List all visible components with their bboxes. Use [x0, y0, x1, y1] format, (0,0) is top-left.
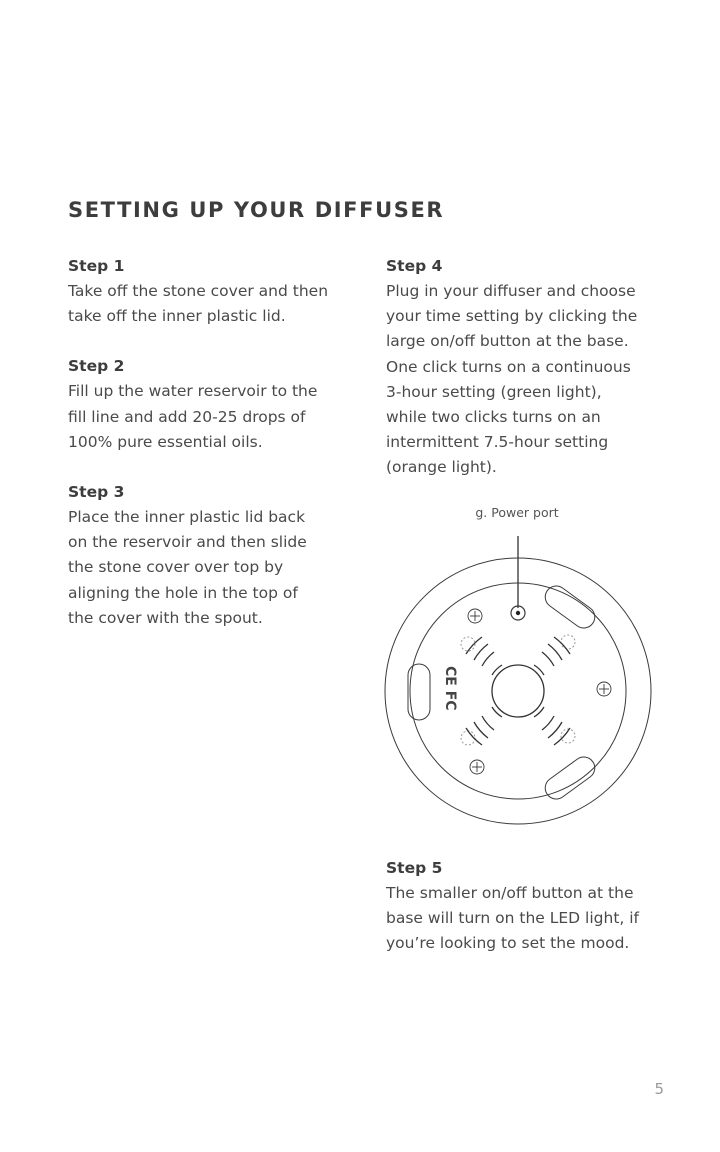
step-3-line-2: on the reservoir and then slide — [68, 533, 307, 552]
step-1-line-2: take off the inner plastic lid. — [68, 307, 286, 326]
right-column — [386, 254, 661, 506]
step-4-line-8: (orange light). — [386, 458, 497, 477]
dashed-hole-top-left — [461, 637, 475, 651]
screw-right — [597, 682, 611, 696]
step-4-line-4: One click turns on a continuous — [386, 357, 631, 376]
step-4-body — [386, 279, 661, 481]
step-2-line-3: 100% pure essential oils. — [68, 432, 263, 451]
step-4-line-1: Plug in your diffuser and choose — [386, 282, 636, 300]
rubber-foot-bottom-right — [541, 753, 599, 804]
diffuser-base-diagram — [382, 534, 656, 830]
step-4-line-2: your time setting by clicking the — [386, 307, 638, 326]
step-1-title: Step 1 — [68, 257, 125, 275]
power-port-icon — [511, 606, 525, 620]
step-3-line-4: aligning the hole in the top of — [68, 583, 298, 602]
step-4 — [386, 254, 661, 481]
step-5-body — [386, 881, 661, 957]
step-2 — [68, 354, 343, 455]
step-4-line-6: while two clicks turns on an — [386, 408, 601, 427]
dashed-hole-bottom-left — [461, 731, 475, 745]
step-5 — [386, 856, 661, 957]
step-3-line-5: the cover with the spout. — [68, 608, 263, 627]
power-port-label: g. Power port — [475, 505, 559, 520]
certification-marks: CE FC — [442, 666, 458, 711]
step-1-body — [68, 279, 343, 329]
step-3 — [68, 480, 343, 631]
vent-pattern — [466, 637, 570, 745]
step-3-line-1: Place the inner plastic lid back — [68, 508, 306, 527]
left-column — [68, 254, 343, 656]
screw-top-left — [468, 609, 482, 623]
page-number: 5 — [654, 1080, 664, 1098]
step-3-body — [68, 505, 343, 631]
step-4-line-3: large on/off button at the base. — [386, 332, 629, 351]
step-1 — [68, 254, 343, 329]
screw-bottom-left — [470, 760, 484, 774]
step-5-line-3: you’re looking to set the mood. — [386, 934, 630, 953]
step-2-line-2: fill line and add 20-25 drops of — [68, 407, 306, 426]
step-3-title: Step 3 — [68, 483, 125, 502]
step-2-title: Step 2 — [68, 357, 125, 376]
rubber-foot-top-right — [541, 582, 599, 633]
step-5-line-2: base will turn on the LED light, if — [386, 909, 640, 928]
step-1-line-1: Take off the stone cover and then — [68, 282, 329, 300]
step-5-title: Step 5 — [386, 859, 443, 877]
step-2-line-1: Fill up the water reservoir to the — [68, 382, 318, 401]
page-heading: SETTING UP YOUR DIFFUSER — [68, 198, 445, 222]
step-2-body — [68, 379, 343, 455]
dashed-hole-top-right — [561, 635, 575, 649]
step-4-title: Step 4 — [386, 257, 443, 275]
step-3-line-3: the stone cover over top by — [68, 558, 284, 577]
step-4-line-7: intermittent 7.5-hour setting — [386, 433, 609, 452]
step-4-line-5: 3-hour setting (green light), — [386, 382, 602, 401]
step-5-line-1: The smaller on/off button at the — [386, 884, 634, 902]
